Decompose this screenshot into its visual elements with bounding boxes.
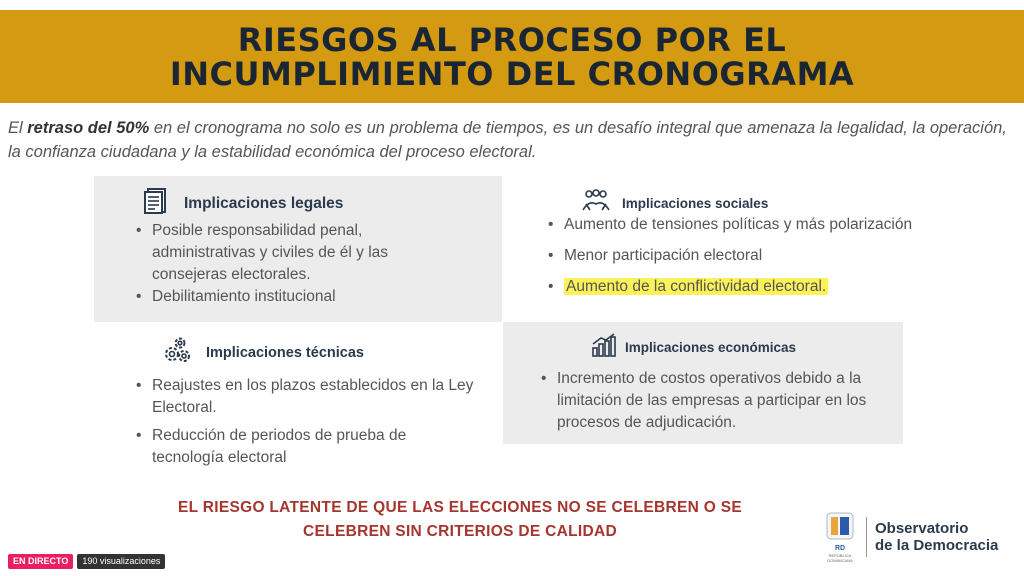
- intro-paragraph: [8, 116, 1018, 164]
- title-line-2: INCUMPLIMIENTO DEL CRONOGRAMA: [169, 54, 855, 93]
- economic-list: [541, 368, 881, 434]
- logo-initials: RD: [834, 544, 846, 552]
- technical-title: Implicaciones técnicas: [206, 344, 364, 361]
- logo-emblem: [822, 512, 858, 563]
- social-implications-box: [530, 176, 970, 316]
- economic-header: [591, 332, 796, 363]
- live-status: [8, 554, 165, 569]
- list-item: • Posible responsabilidad penal, administrativas y civiles de él y las consejeras electorales.: [136, 220, 456, 286]
- social-title: Implicaciones sociales: [622, 196, 769, 211]
- logo-line-2: de la Democracia: [875, 537, 999, 554]
- observatorio-logo: [822, 512, 1012, 562]
- list-item: • Aumento de tensiones políticas y más polarización: [548, 214, 968, 236]
- list-item: • Incremento de costos operativos debido a la limitación de las empresas a participar en los procesos de adjudicación.: [541, 368, 881, 434]
- intro-prefix: El: [8, 119, 28, 137]
- legal-implications-box: [94, 176, 502, 322]
- technical-list: [136, 375, 476, 469]
- social-list: [548, 214, 968, 298]
- legal-header: [154, 186, 343, 221]
- technical-implications-box: [120, 325, 500, 475]
- live-badge: EN DIRECTO: [8, 554, 73, 569]
- economic-title: Implicaciones económicas: [625, 340, 797, 355]
- gears-icon: [160, 333, 194, 372]
- list-item: • Reajustes en los plazos establecidos en la Ley Electoral.: [136, 375, 476, 419]
- warning-line-2: CELEBREN SIN CRITERIOS DE CALIDAD: [303, 523, 617, 540]
- logo-text: [875, 520, 998, 554]
- document-icon: [142, 186, 172, 221]
- legal-title: Implicaciones legales: [184, 194, 344, 212]
- rd-emblem-icon: [826, 512, 854, 540]
- logo-line-1: Observatorio: [875, 520, 969, 537]
- views-badge: 190 visualizaciones: [77, 554, 165, 569]
- list-item: [548, 276, 968, 298]
- intro-rest: en el cronograma no solo es un problema de tiempos, es un desafío integral que amenaza la legalidad, la operación, la confianza ciudadana y la estabilidad económica del proceso electoral.: [8, 119, 1007, 161]
- technical-header: [160, 333, 364, 372]
- intro-bold: retraso del 50%: [27, 119, 150, 137]
- warning-text: [140, 496, 780, 544]
- logo-divider: [866, 517, 867, 557]
- highlighted-text: Aumento de la conflictividad electoral.: [566, 278, 827, 295]
- list-item: • Reducción de periodos de prueba de tecnología electoral: [136, 425, 476, 469]
- economic-implications-box: [503, 322, 903, 444]
- list-item: • Menor participación electoral: [548, 245, 968, 267]
- logo-caption: REPÚBLICA DOMINICANA: [827, 552, 853, 563]
- list-item: • Debilitamiento institucional: [136, 286, 456, 308]
- chart-icon: [591, 332, 617, 363]
- legal-list: [136, 220, 456, 308]
- warning-line-1: EL RIESGO LATENTE DE QUE LAS ELECCIONES NO SE CELEBREN O SE: [177, 499, 742, 516]
- title-line-1: RIESGOS AL PROCESO POR EL: [237, 20, 787, 59]
- title-banner: [0, 10, 1024, 103]
